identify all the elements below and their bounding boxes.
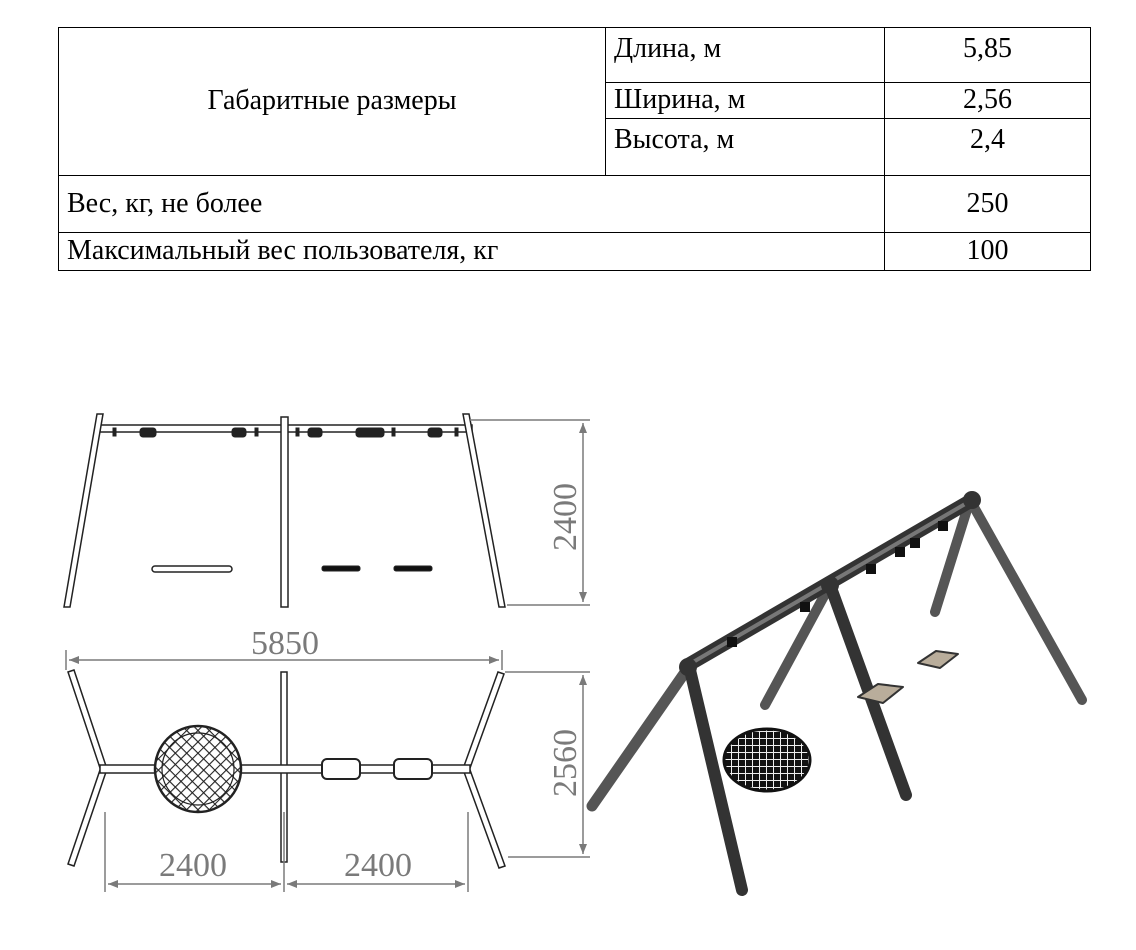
weight-value: 250 [885,176,1091,233]
width-dimension-label: 2560 [547,729,584,797]
top-seat-2 [394,759,432,779]
length-value: 5,85 [885,28,1091,83]
iso-nest-seat [724,729,810,791]
front-view [64,414,505,607]
weight-label: Вес, кг, не более [59,176,885,233]
front-left-leg [64,414,103,607]
front-middle-post [281,417,288,607]
front-right-leg [463,414,505,607]
width-label: Ширина, м [606,83,885,119]
width-value: 2,56 [885,83,1091,119]
length-label: Длина, м [606,28,885,83]
span-right-label: 2400 [344,847,412,884]
top-view [68,670,505,868]
front-seat-1 [322,566,360,571]
overall-dimensions-label: Габаритные размеры [59,28,606,176]
span-left-label: 2400 [159,847,227,884]
front-seat-2 [394,566,432,571]
max-user-weight-value: 100 [885,233,1091,271]
front-nest-seat [152,566,232,572]
max-user-weight-label: Максимальный вес пользователя, кг [59,233,885,271]
height-label: Высота, м [606,119,885,176]
iso-seat-2 [918,651,958,668]
top-seat-1 [322,759,360,779]
isometric-view [592,491,1082,890]
top-nest-seat [155,726,241,812]
height-value: 2,4 [885,119,1091,176]
length-dimension-label: 5850 [251,625,319,662]
height-dimension-label: 2400 [547,483,584,551]
